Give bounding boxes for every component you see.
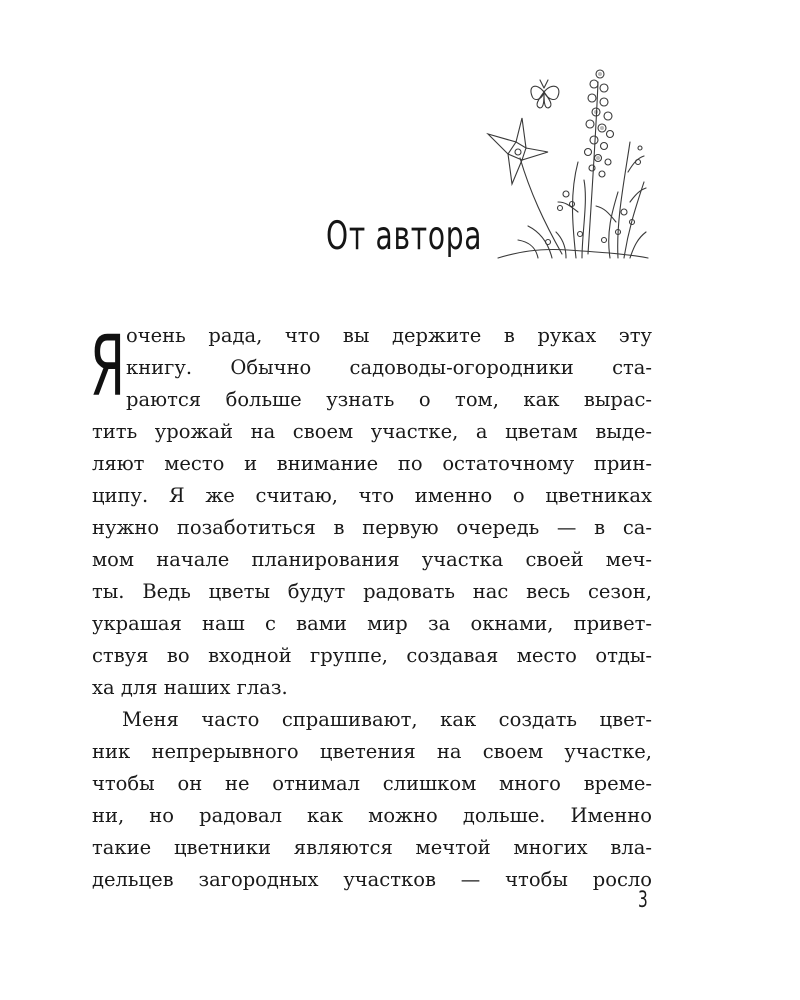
- text-line: тить урожай на своем участке, а цветам выде-: [92, 420, 652, 443]
- text-line: очень рада, что вы держите в руках эту: [126, 324, 652, 347]
- paragraph-2: [92, 704, 652, 896]
- butterfly-icon: [531, 80, 559, 108]
- hyacinth-icon: [585, 70, 614, 254]
- text-line: украшая наш с вами мир за окнами, привет-: [92, 612, 652, 635]
- text-line: ципу. Я же считаю, что именно о цветниках: [92, 484, 652, 507]
- text-line: ха для наших глаз.: [92, 676, 288, 699]
- text-line: ни, но радовал как можно дольше. Именно: [92, 804, 652, 827]
- text-line: дельцев загородных участков — чтобы росло: [92, 868, 652, 891]
- text-line: такие цветники являются мечтой многих вла-: [92, 836, 652, 859]
- chapter-title: От автора: [326, 214, 483, 259]
- drop-cap: Я: [90, 317, 126, 415]
- text-line: Меня часто спрашивают, как создать цвет-: [122, 708, 652, 731]
- text-line: ник непрерывного цветения на своем участке,: [92, 740, 652, 763]
- star-flower-icon: [488, 118, 562, 254]
- text-line: ствуя во входной группе, создавая место отды-: [92, 644, 652, 667]
- text-line: нужно позаботиться в первую очередь — в са-: [92, 516, 652, 539]
- text-line: раются больше узнать о том, как вырас-: [126, 388, 652, 411]
- paragraph-1: [90, 317, 652, 704]
- page-number: 3: [638, 888, 648, 913]
- text-line: чтобы он не отнимал слишком много време-: [92, 772, 652, 795]
- body-text: [90, 317, 652, 896]
- text-line: книгу. Обычно садоводы-огородники ста-: [126, 356, 652, 379]
- text-line: ты. Ведь цветы будут радовать нас весь сезон,: [92, 580, 652, 603]
- botanical-illustration: [478, 62, 650, 272]
- text-line: мом начале планирования участка своей меч-: [92, 548, 652, 571]
- text-line: ляют место и внимание по остаточному прин-: [92, 452, 652, 475]
